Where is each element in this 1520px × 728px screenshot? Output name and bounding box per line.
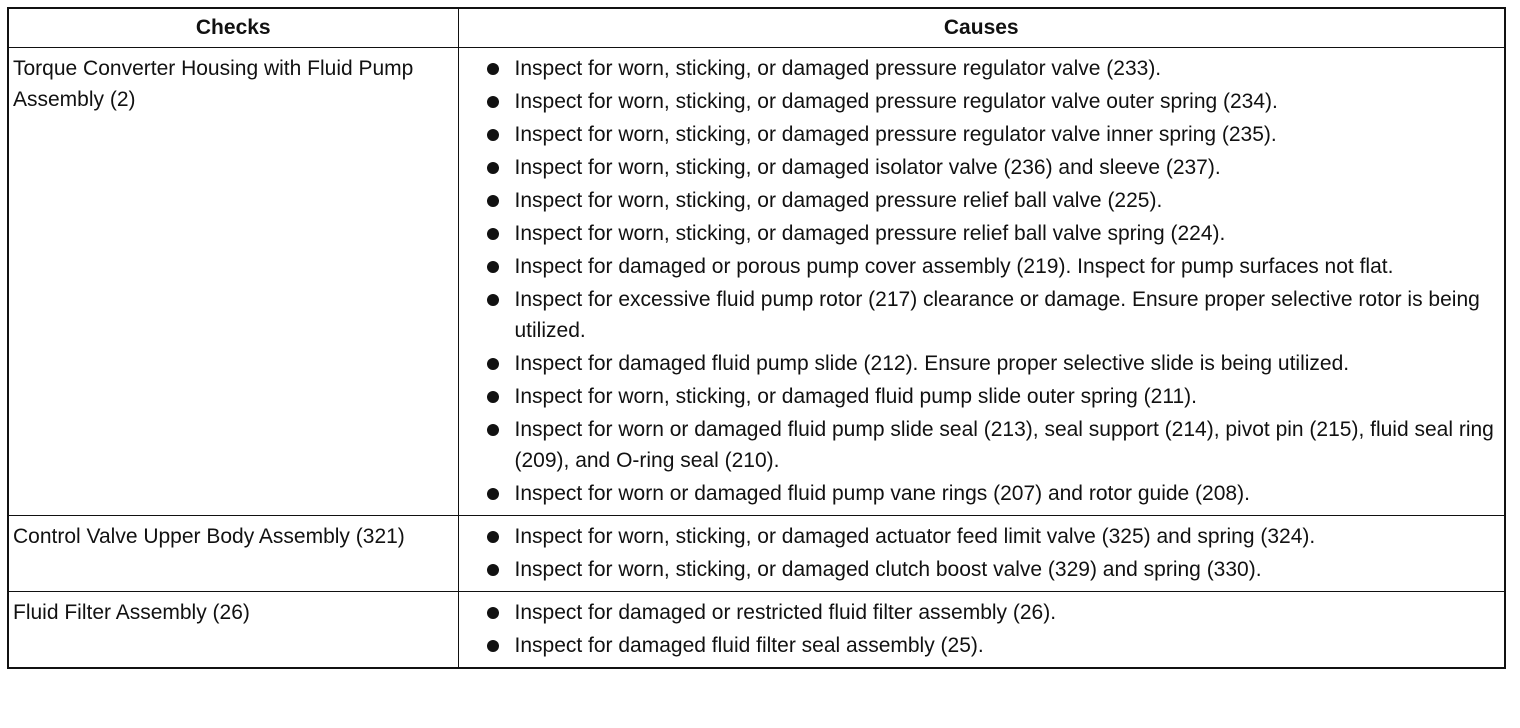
cause-list [487,521,1497,585]
cause-text: Inspect for worn, sticking, or damaged pressure regulator valve inner spring (235). [514,123,1277,146]
cause-text: Inspect for excessive fluid pump rotor (217) clearance or damage. Ensure proper selective rotor is being utilized. [514,288,1480,342]
cause-text: Inspect for worn, sticking, or damaged pressure regulator valve (233). [514,57,1162,80]
list-item [487,630,1497,661]
list-item [487,348,1497,379]
bullet-icon [487,531,499,543]
cause-text: Inspect for damaged or porous pump cover assembly (219). Inspect for pump surfaces not flat. [514,255,1394,278]
cause-text: Inspect for worn, sticking, or damaged isolator valve (236) and sleeve (237). [514,156,1221,179]
bullet-icon [487,424,499,436]
causes-cell [458,592,1505,669]
bullet-icon [487,358,499,370]
table-row [8,592,1505,669]
check-cell: Control Valve Upper Body Assembly (321) [8,516,458,592]
cause-text: Inspect for worn or damaged fluid pump slide seal (213), seal support (214), pivot pin (215), fluid seal ring (209), and O-ring seal (210). [514,418,1494,472]
bullet-icon [487,564,499,576]
bullet-icon [487,488,499,500]
cause-text: Inspect for damaged fluid filter seal assembly (25). [514,634,984,657]
cause-text: Inspect for worn, sticking, or damaged fluid pump slide outer spring (211). [514,385,1197,408]
list-item [487,152,1497,183]
bullet-icon [487,96,499,108]
check-cell: Fluid Filter Assembly (26) [8,592,458,669]
cause-text: Inspect for worn, sticking, or damaged actuator feed limit valve (325) and spring (324). [514,525,1316,548]
list-item [487,218,1497,249]
bullet-icon [487,162,499,174]
cause-text: Inspect for worn or damaged fluid pump vane rings (207) and rotor guide (208). [514,482,1250,505]
list-item [487,86,1497,117]
list-item [487,521,1497,552]
list-item [487,185,1497,216]
cause-list [487,53,1497,509]
cause-text: Inspect for worn, sticking, or damaged clutch boost valve (329) and spring (330). [514,558,1262,581]
checks-causes-table [7,7,1506,669]
list-item [487,597,1497,628]
cause-text: Inspect for damaged fluid pump slide (212). Ensure proper selective slide is being utilized. [514,352,1350,375]
bullet-icon [487,261,499,273]
cause-text: Inspect for worn, sticking, or damaged pressure relief ball valve (225). [514,189,1163,212]
table-row [8,516,1505,592]
bullet-icon [487,294,499,306]
bullet-icon [487,63,499,75]
causes-cell [458,48,1505,516]
check-cell: Torque Converter Housing with Fluid Pump Assembly (2) [8,48,458,516]
cause-text: Inspect for worn, sticking, or damaged pressure relief ball valve spring (224). [514,222,1226,245]
bullet-icon [487,228,499,240]
bullet-icon [487,607,499,619]
list-item [487,381,1497,412]
bullet-icon [487,640,499,652]
causes-header: Causes [458,8,1505,48]
list-item [487,554,1497,585]
list-item [487,414,1497,476]
cause-text: Inspect for damaged or restricted fluid filter assembly (26). [514,601,1057,624]
cause-text: Inspect for worn, sticking, or damaged pressure regulator valve outer spring (234). [514,90,1278,113]
list-item [487,478,1497,509]
list-item [487,284,1497,346]
header-row [8,8,1505,48]
checks-header: Checks [8,8,458,48]
bullet-icon [487,391,499,403]
causes-cell [458,516,1505,592]
bullet-icon [487,195,499,207]
list-item [487,53,1497,84]
list-item [487,119,1497,150]
list-item [487,251,1497,282]
bullet-icon [487,129,499,141]
table-row [8,48,1505,516]
cause-list [487,597,1497,661]
